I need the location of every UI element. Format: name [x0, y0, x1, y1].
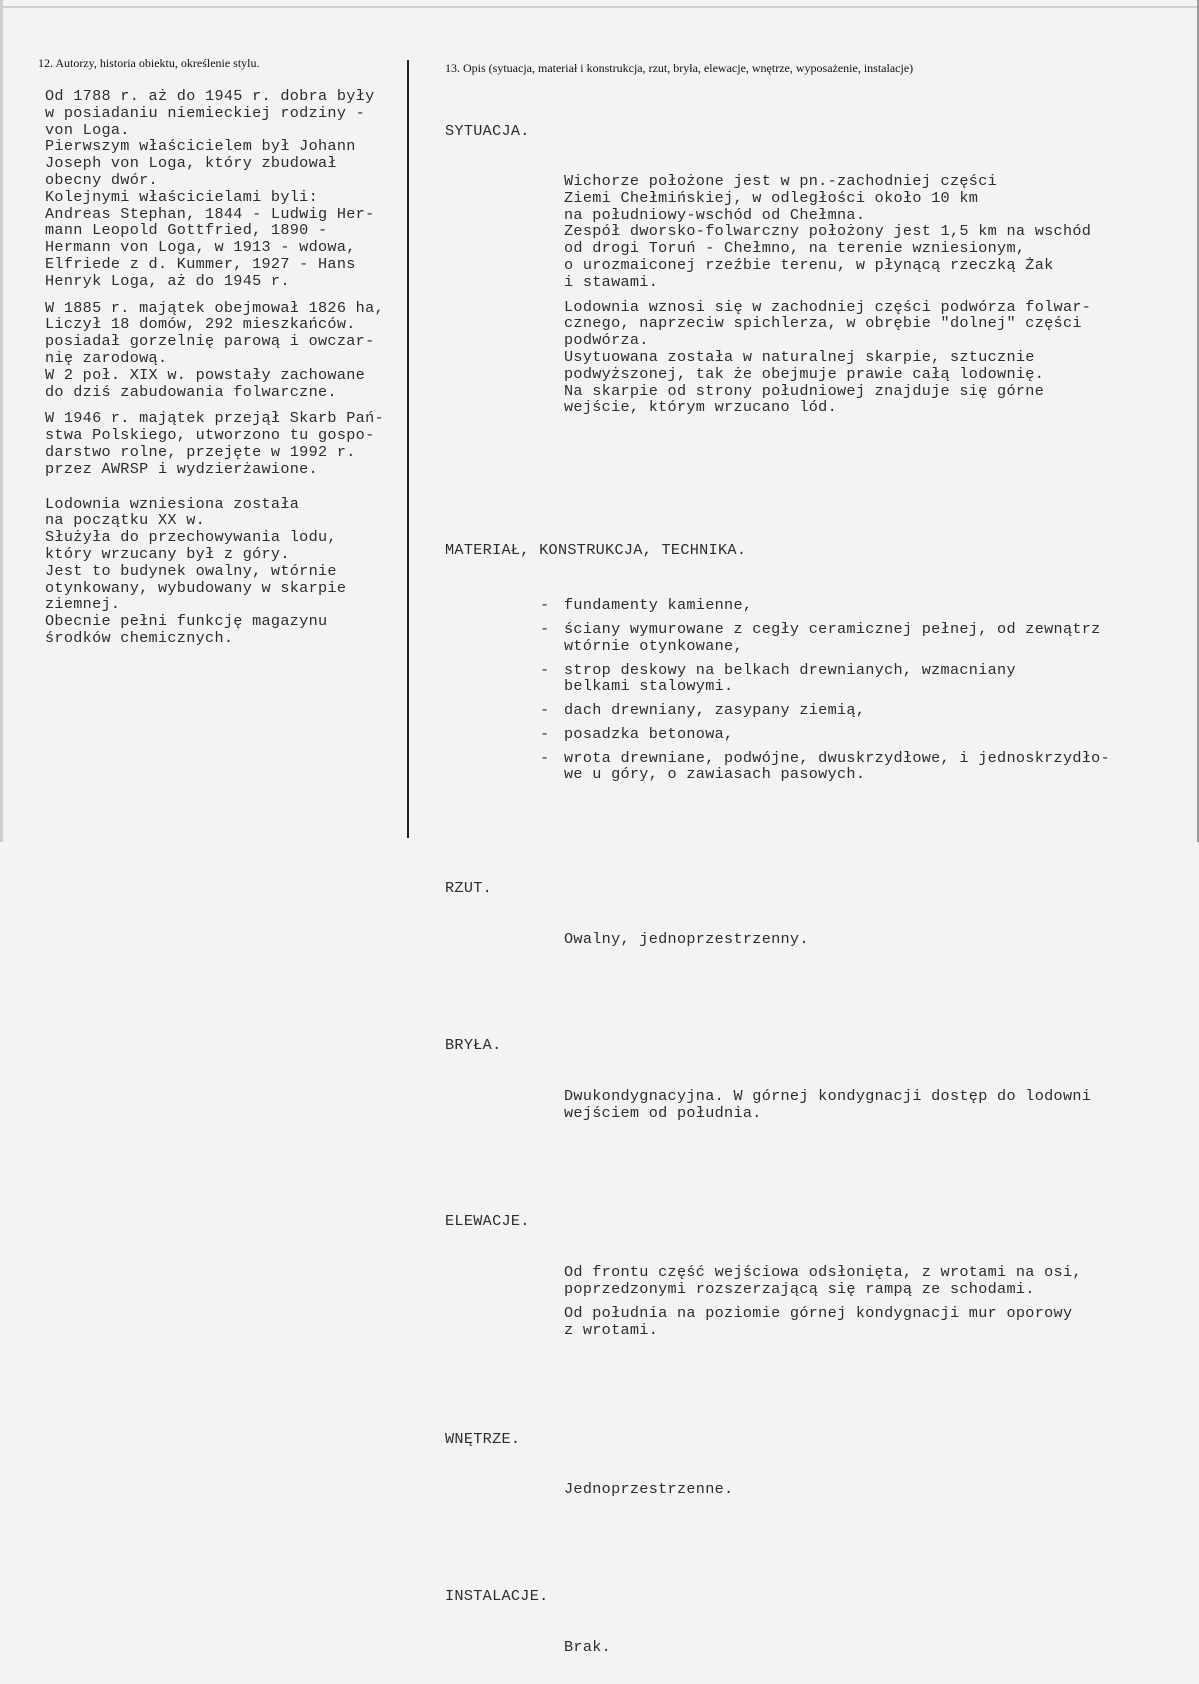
- instalacje-label: INSTALACJE.: [445, 1587, 549, 1606]
- text-line: Joseph von Loga, który zbudował: [45, 154, 337, 173]
- material-list-item: [540, 702, 1175, 719]
- text-line: Brak.: [564, 1637, 612, 1656]
- material-list-item: [540, 750, 1175, 784]
- text-line: nię zarodową.: [45, 348, 168, 367]
- text-line: cznego, naprzeciw spichlerza, w obrębie "dolnej" części: [564, 314, 1082, 333]
- text-line: stwa Polskiego, utworzono tu gospo-: [45, 426, 375, 445]
- text-line: Usytuowana została w naturalnej skarpie, sztucznie: [564, 347, 1035, 366]
- text-line: i stawami.: [564, 272, 659, 291]
- elewacje-label: ELEWACJE.: [445, 1212, 530, 1231]
- sytuacja-paragraph: [564, 299, 1175, 417]
- left-edge: [0, 0, 3, 842]
- bryla-section: [445, 1037, 1175, 1155]
- text-line: fundamenty kamienne,: [564, 596, 753, 615]
- dash-bullet: -: [540, 748, 550, 767]
- column-divider: [407, 60, 409, 838]
- text-line: W 1885 r. majątek obejmował 1826 ha,: [45, 298, 384, 317]
- text-line: wtórnie otynkowane,: [564, 636, 743, 655]
- wnetrze-text: [564, 1481, 1175, 1498]
- text-line: z wrotami.: [564, 1321, 659, 1340]
- text-line: Hermann von Loga, w 1913 - wdowa,: [45, 238, 356, 257]
- text-line: Od frontu część wejściowa odsłonięta, z wrotami na osi,: [564, 1262, 1082, 1281]
- sytuacja-section: [445, 123, 1175, 450]
- instalacje-text: [564, 1639, 1175, 1656]
- elewacje-section: [445, 1213, 1175, 1372]
- text-line: Elfriede z d. Kummer, 1927 - Hans: [45, 254, 356, 273]
- wnetrze-label: WNĘTRZE.: [445, 1429, 521, 1448]
- material-section: [445, 508, 1175, 824]
- text-line: Owalny, jednoprzestrzenny.: [564, 929, 809, 948]
- text-line: od drogi Toruń - Chełmno, na terenie wzniesionym,: [564, 239, 1026, 258]
- text-line: Henryk Loga, aż do 1945 r.: [45, 271, 290, 290]
- text-line: Pierwszym właścicielem był Johann: [45, 137, 356, 156]
- wnetrze-section: [445, 1431, 1175, 1532]
- dash-bullet: -: [540, 596, 550, 615]
- dash-bullet: -: [540, 619, 550, 638]
- text-line: belkami stalowymi.: [564, 677, 734, 696]
- rzut-section: [445, 880, 1175, 981]
- text-line: przez AWRSP i wydzierżawione.: [45, 459, 319, 478]
- text-line: Dwukondygnacyjna. W górnej kondygnacji dostęp do lodowni: [564, 1086, 1092, 1105]
- text-line: Od 1788 r. aż do 1945 r. dobra były: [45, 87, 375, 105]
- text-line: do dziś zabudowania folwarczne.: [45, 382, 337, 401]
- text-line: Lodownia wzniesiona została: [45, 494, 300, 513]
- text-line: posadzka betonowa,: [564, 724, 734, 743]
- history-paragraph: [45, 88, 395, 290]
- top-rule: [0, 6, 1199, 8]
- text-line: Jednoprzestrzenne.: [564, 1480, 734, 1499]
- elewacje-text: [564, 1264, 1175, 1339]
- rzut-label: RZUT.: [445, 879, 493, 898]
- dash-bullet: -: [540, 701, 550, 720]
- text-line: Liczył 18 domów, 292 mieszkańców.: [45, 315, 356, 334]
- elewacje-paragraph: [564, 1305, 1175, 1339]
- text-line: w posiadaniu niemieckiej rodziny -: [45, 103, 366, 122]
- text-line: poprzedzonymi rozszerzającą się rampą ze schodami.: [564, 1279, 1035, 1298]
- material-list-item: [540, 621, 1175, 655]
- text-line: na południowy-wschód od Chełmna.: [564, 205, 866, 224]
- text-line: strop deskowy na belkach drewnianych, wzmacniany: [564, 660, 1016, 679]
- text-line: W 2 poł. XIX w. powstały zachowane: [45, 365, 366, 384]
- text-line: wejście, którym wrzucano lód.: [564, 398, 838, 417]
- text-line: Wichorze położone jest w pn.-zachodniej części: [564, 171, 998, 190]
- sytuacja-label: SYTUACJA.: [445, 121, 530, 140]
- text-line: otynkowany, wybudowany w skarpie: [45, 578, 347, 597]
- text-line: Służyła do przechowywania lodu,: [45, 528, 337, 547]
- text-line: na początku XX w.: [45, 511, 206, 530]
- elewacje-paragraph: [564, 1264, 1175, 1298]
- material-list-item: [540, 726, 1175, 743]
- sytuacja-text: [564, 173, 1175, 416]
- text-line: o urozmaiconej rzeźbie terenu, w płynącą rzeczką Żak: [564, 255, 1054, 274]
- history-column: [45, 88, 395, 657]
- text-line: ściany wymurowane z cegły ceramicznej pełnej, od zewnątrz: [564, 619, 1101, 638]
- text-line: Kolejnymi właścicielami byli:: [45, 187, 319, 206]
- history-paragraph: [45, 300, 395, 401]
- text-line: który wrzucany był z góry.: [45, 544, 290, 563]
- text-line: ziemnej.: [45, 595, 121, 614]
- dash-bullet: -: [540, 724, 550, 743]
- text-line: Jest to budynek owalny, wtórnie: [45, 561, 337, 580]
- text-line: mann Leopold Gottfried, 1890 -: [45, 221, 328, 240]
- text-line: dach drewniany, zasypany ziemią,: [564, 701, 866, 720]
- section-13-header: 13. Opis (sytuacja, materiał i konstrukcja, rzut, bryła, elewacje, wnętrze, wyposażenie, instalacje): [445, 61, 914, 75]
- rzut-text: [564, 931, 1175, 948]
- text-line: wejściem od południa.: [564, 1103, 762, 1122]
- history-paragraph: [45, 410, 395, 477]
- text-line: wrota drewniane, podwójne, dwuskrzydłowe, i jednoskrzydło-: [564, 748, 1111, 767]
- text-line: W 1946 r. majątek przejął Skarb Pań-: [45, 409, 384, 428]
- text-line: Ziemi Chełmińskiej, w odległości około 10 km: [564, 188, 979, 207]
- text-line: Andreas Stephan, 1844 - Ludwig Her-: [45, 204, 375, 223]
- sytuacja-paragraph: [564, 173, 1175, 291]
- text-line: Zespół dworsko-folwarczny położony jest 1,5 km na wschód: [564, 222, 1092, 241]
- section-12-header: 12. Autorzy, historia obiektu, określenie stylu.: [38, 56, 260, 70]
- text-line: von Loga.: [45, 120, 130, 139]
- material-list-item: [540, 597, 1175, 614]
- material-list: [540, 597, 1175, 783]
- text-line: podwórza.: [564, 331, 649, 350]
- text-line: darstwo rolne, przejęte w 1992 r.: [45, 442, 356, 461]
- description-column: [445, 89, 1175, 1684]
- bryla-text: [564, 1088, 1175, 1122]
- text-line: Obecnie pełni funkcję magazynu: [45, 612, 328, 631]
- text-line: obecny dwór.: [45, 170, 158, 189]
- instalacje-section: [445, 1588, 1175, 1684]
- dash-bullet: -: [540, 660, 550, 679]
- text-line: podwyższonej, tak że obejmuje prawie całą lodownię.: [564, 364, 1045, 383]
- material-label: MATERIAŁ, KONSTRUKCJA, TECHNIKA.: [445, 540, 747, 559]
- text-line: środków chemicznych.: [45, 628, 234, 647]
- text-line: posiadał gorzelnię parową i owczar-: [45, 332, 375, 351]
- material-list-item: [540, 662, 1175, 696]
- text-line: Lodownia wznosi się w zachodniej części podwórza folwar-: [564, 297, 1092, 316]
- text-line: Od południa na poziomie górnej kondygnacji mur oporowy: [564, 1304, 1073, 1323]
- text-line: we u góry, o zawiasach pasowych.: [564, 765, 866, 784]
- text-line: Na skarpie od strony południowej znajduje się górne: [564, 381, 1045, 400]
- history-paragraph: [45, 496, 395, 647]
- bryla-label: BRYŁA.: [445, 1036, 502, 1055]
